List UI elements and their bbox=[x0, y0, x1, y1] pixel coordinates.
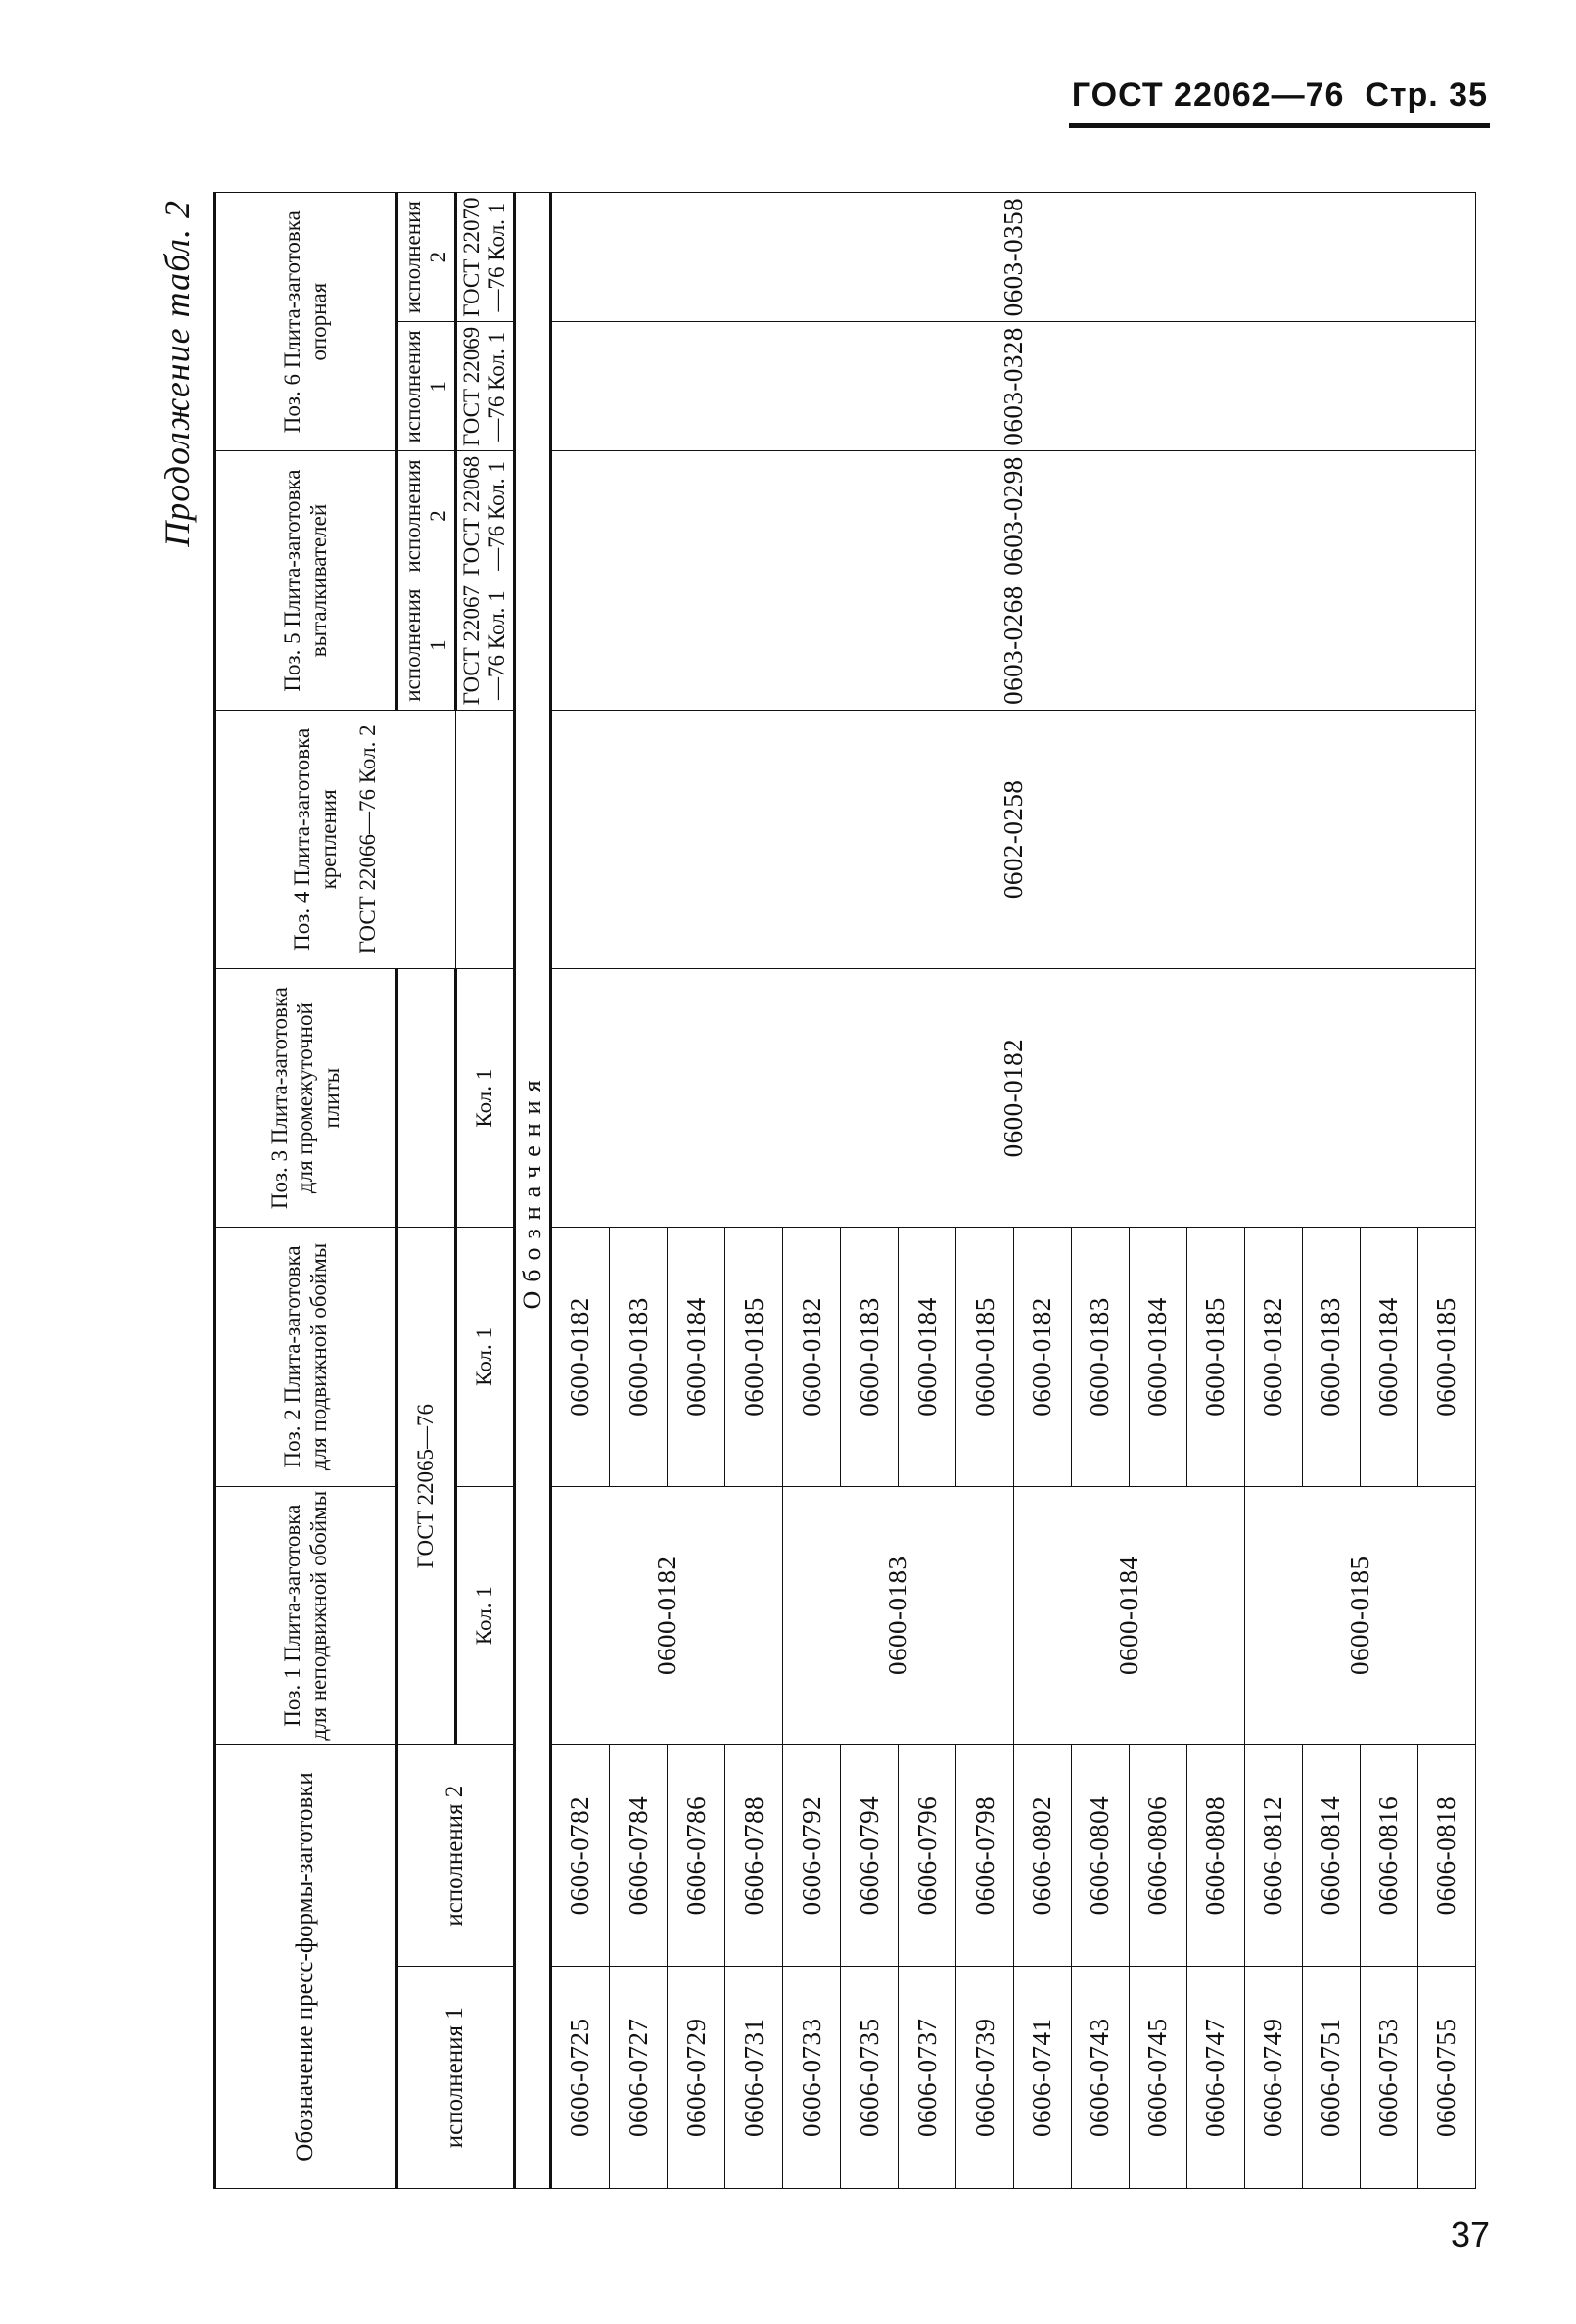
header-pos6: Поз. 6 Плита-заготовка опорная bbox=[215, 193, 397, 451]
cell-exec2: 0606-0788 bbox=[725, 1744, 783, 1967]
header-pos1-qty: Кол. 1 bbox=[455, 1486, 514, 1744]
cell-exec1: 0606-0729 bbox=[668, 1967, 725, 2189]
designations-band: Обозначения bbox=[514, 193, 550, 2189]
header-pos1: Поз. 1 Плита-заготовка для неподвижной обоймы bbox=[215, 1486, 397, 1744]
cell-exec2: 0606-0782 bbox=[550, 1744, 610, 1967]
cell-pos1: 0600-0185 bbox=[1244, 1486, 1475, 1744]
cell-pos2: 0600-0182 bbox=[783, 1228, 841, 1486]
cell-exec2: 0606-0818 bbox=[1417, 1744, 1475, 1967]
cell-pos2: 0600-0184 bbox=[668, 1228, 725, 1486]
cell-exec1: 0606-0739 bbox=[956, 1967, 1014, 2189]
cell-pos2: 0600-0185 bbox=[1186, 1228, 1244, 1486]
cell-pos5-exec2: 0603-0298 bbox=[550, 451, 1475, 581]
header-pos5-gost1: ГОСТ 22067—76 Кол. 1 bbox=[455, 581, 514, 710]
cell-exec1: 0606-0753 bbox=[1360, 1967, 1417, 2189]
header-standard: ГОСТ 22062—76 bbox=[1071, 76, 1345, 114]
header-rule bbox=[1069, 123, 1490, 128]
rotated-table-area bbox=[157, 192, 1498, 2189]
header-pos5-exec1: исполнения 1 bbox=[397, 581, 456, 710]
cell-pos2: 0600-0183 bbox=[1302, 1228, 1360, 1486]
cell-exec1: 0606-0735 bbox=[841, 1967, 899, 2189]
cell-pos3: 0600-0182 bbox=[550, 969, 1475, 1228]
cell-pos2: 0600-0183 bbox=[1072, 1228, 1130, 1486]
cell-pos2: 0600-0183 bbox=[841, 1228, 899, 1486]
cell-pos2: 0600-0184 bbox=[1129, 1228, 1186, 1486]
cell-pos1: 0600-0183 bbox=[783, 1486, 1014, 1744]
cell-pos2: 0600-0182 bbox=[1244, 1228, 1302, 1486]
header-pos3-gost bbox=[397, 969, 456, 1228]
cell-exec2: 0606-0804 bbox=[1072, 1744, 1130, 1967]
cell-exec2: 0606-0798 bbox=[956, 1744, 1014, 1967]
header-pos5: Поз. 5 Плита-заготовка выталкивателей bbox=[215, 451, 397, 710]
table-body bbox=[550, 193, 1475, 2189]
cell-pos2: 0600-0185 bbox=[1417, 1228, 1475, 1486]
header-pos4 bbox=[215, 710, 456, 968]
header-pos6-gost2: ГОСТ 22070—76 Кол. 1 bbox=[455, 193, 514, 322]
header-pos5-gost2: ГОСТ 22068—76 Кол. 1 bbox=[455, 451, 514, 581]
header-pos6-exec1: исполнения 1 bbox=[397, 322, 456, 451]
cell-pos1: 0600-0182 bbox=[550, 1486, 783, 1744]
cell-exec2: 0606-0812 bbox=[1244, 1744, 1302, 1967]
header-gost-123: ГОСТ 22065—76 bbox=[397, 1228, 456, 1745]
cell-exec1: 0606-0731 bbox=[725, 1967, 783, 2189]
cell-exec2: 0606-0816 bbox=[1360, 1744, 1417, 1967]
cell-pos2: 0600-0185 bbox=[956, 1228, 1014, 1486]
cell-pos2: 0600-0185 bbox=[725, 1228, 783, 1486]
cell-exec2: 0606-0784 bbox=[610, 1744, 668, 1967]
pos4-gost: ГОСТ 22066—76 Кол. 2 bbox=[355, 724, 381, 954]
cell-pos2: 0600-0184 bbox=[1360, 1228, 1417, 1486]
cell-exec2: 0606-0802 bbox=[1014, 1744, 1072, 1967]
cell-pos2: 0600-0184 bbox=[899, 1228, 956, 1486]
cell-pos5-exec1: 0603-0268 bbox=[550, 581, 1475, 710]
table-caption: Продолжение табл. 2 bbox=[158, 200, 197, 547]
cell-exec1: 0606-0749 bbox=[1244, 1967, 1302, 2189]
cell-exec2: 0606-0792 bbox=[783, 1744, 841, 1967]
header-pos2-qty: Кол. 1 bbox=[455, 1228, 514, 1486]
header-pos6-exec2: исполнения 2 bbox=[397, 193, 456, 322]
parts-table bbox=[213, 192, 1476, 2189]
cell-exec2: 0606-0808 bbox=[1186, 1744, 1244, 1967]
cell-exec1: 0606-0741 bbox=[1014, 1967, 1072, 2189]
cell-exec2: 0606-0794 bbox=[841, 1744, 899, 1967]
header-pos3-qty: Кол. 1 bbox=[455, 969, 514, 1228]
cell-pos2: 0600-0183 bbox=[610, 1228, 668, 1486]
pos4-title: Поз. 4 Плита-заготовка крепления bbox=[290, 727, 341, 951]
cell-exec1: 0606-0745 bbox=[1129, 1967, 1186, 2189]
header-page: Стр. 35 bbox=[1365, 76, 1488, 114]
cell-exec2: 0606-0796 bbox=[899, 1744, 956, 1967]
page-number: 37 bbox=[1450, 2214, 1490, 2254]
cell-exec1: 0606-0737 bbox=[899, 1967, 956, 2189]
header-designation: Обозначение пресс-формы-заготовки bbox=[215, 1744, 397, 2188]
cell-pos1: 0600-0184 bbox=[1014, 1486, 1245, 1744]
cell-exec2: 0606-0814 bbox=[1302, 1744, 1360, 1967]
cell-exec1: 0606-0733 bbox=[783, 1967, 841, 2189]
cell-exec2: 0606-0786 bbox=[668, 1744, 725, 1967]
cell-exec1: 0606-0743 bbox=[1072, 1967, 1130, 2189]
header-pos2: Поз. 2 Плита-заготовка для подвижной обоймы bbox=[215, 1228, 397, 1486]
cell-pos2: 0600-0182 bbox=[1014, 1228, 1072, 1486]
cell-exec1: 0606-0725 bbox=[550, 1967, 610, 2189]
header-pos4-qty bbox=[455, 710, 514, 968]
table-row bbox=[550, 193, 610, 2189]
header-pos3: Поз. 3 Плита-заготовка для промежуточной плиты bbox=[215, 969, 397, 1228]
cell-exec1: 0606-0727 bbox=[610, 1967, 668, 2189]
cell-exec1: 0606-0755 bbox=[1417, 1967, 1475, 2189]
cell-exec2: 0606-0806 bbox=[1129, 1744, 1186, 1967]
cell-pos4: 0602-0258 bbox=[550, 710, 1475, 968]
running-header bbox=[1072, 76, 1488, 115]
header-pos6-gost1: ГОСТ 22069—76 Кол. 1 bbox=[455, 322, 514, 451]
cell-pos6-exec1: 0603-0328 bbox=[550, 322, 1475, 451]
cell-exec1: 0606-0751 bbox=[1302, 1967, 1360, 2189]
header-exec1: исполнения 1 bbox=[397, 1967, 515, 2189]
header-pos5-exec2: исполнения 2 bbox=[397, 451, 456, 581]
cell-pos6-exec2: 0603-0358 bbox=[550, 193, 1475, 322]
cell-pos2: 0600-0182 bbox=[550, 1228, 610, 1486]
cell-exec1: 0606-0747 bbox=[1186, 1967, 1244, 2189]
header-exec2: исполнения 2 bbox=[397, 1744, 515, 1967]
